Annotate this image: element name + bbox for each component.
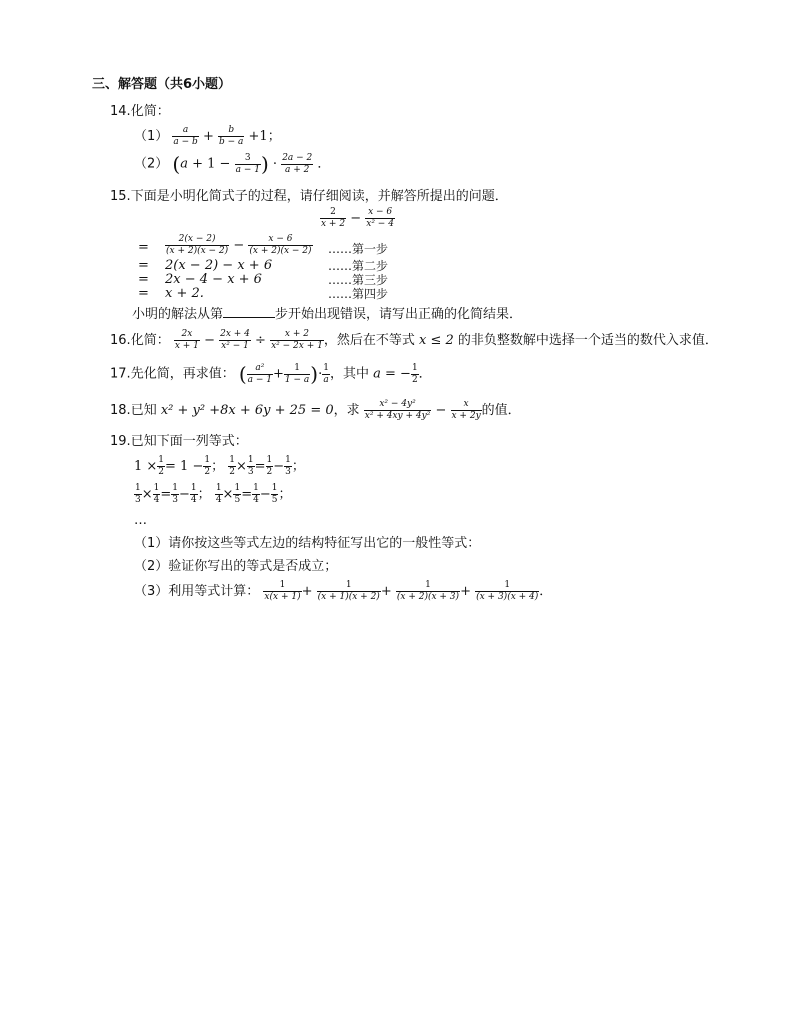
question-15-text: 下面是小明化简式子的过程，请仔细阅读，并解答所提出的问题． bbox=[130, 189, 508, 204]
fraction-2x-plus-4-over-x2-minus-1: $\frac{2x + 4}{\text{x² − 1}}$ bbox=[220, 329, 250, 351]
section-title: 三、解答题（共6小题） bbox=[92, 77, 232, 92]
fraction-1-3: $\frac{1}{3}$ bbox=[172, 483, 179, 505]
question-15-line-2: 2(x − 2) − x + 6 bbox=[165, 258, 273, 273]
part-1-label: （1） bbox=[134, 129, 169, 144]
step-label-3: ……第三步 bbox=[328, 273, 389, 287]
question-15-line-3: 2x − 4 − x + 6 bbox=[165, 272, 262, 287]
question-15-conclusion bbox=[132, 305, 522, 324]
question-17-condition: a = − bbox=[373, 366, 411, 382]
fraction-1-3: $\frac{1}{3}$ bbox=[285, 455, 291, 477]
fraction-x-minus-6-over-x2-minus-4: $\frac{x - 6}{\text{x² − 4}}$ bbox=[366, 207, 394, 229]
equals-sign: = bbox=[138, 286, 149, 301]
step-label-2: ……第二步 bbox=[328, 259, 389, 273]
question-17-number: 17. bbox=[110, 366, 131, 382]
question-18: 18.已知 x² + y² +8x + 6y + 25 = 0，求 $\frac{\text{x² − 4y²}}{\text{x² + 4xy + 4y²}}$ − $\frac{x}{x + 2y}$ 的值． bbox=[110, 399, 521, 421]
equals-sign: = bbox=[138, 258, 149, 273]
fraction-1-5: $\frac{1}{5}$ bbox=[271, 483, 278, 505]
fraction-1-4: $\frac{1}{4}$ bbox=[190, 483, 197, 505]
question-19-part-1: （1）请你按这些等式左边的结构特征写出它的一般性等式： bbox=[134, 536, 481, 551]
question-17: 17.先化简，再求值： ( $\frac{\text{a²}}{a - 1}$ + $\frac{1}{1 - a}$ )· $\frac{1}{a}$ ，其中 a = − $\frac{1}{2}$ ． bbox=[110, 362, 432, 386]
fraction-1-over-x1-x2: $\frac{1}{(x + 1)(x + 2)}$ bbox=[317, 580, 380, 602]
step-label-4: ……第四步 bbox=[328, 287, 389, 301]
question-19-equations-row-1: 1 × $\frac{1}{2}$ = 1 − $\frac{1}{2}$ ； $\frac{1}{2}$ × $\frac{1}{3}$ = $\frac{1}{2}$ − $\frac{1}{3}$ ； bbox=[134, 455, 305, 477]
answer-blank[interactable] bbox=[223, 305, 275, 318]
part-2-label: （2） bbox=[134, 156, 169, 172]
equals-sign: = bbox=[138, 240, 149, 255]
fraction-1-4: $\frac{1}{4}$ bbox=[215, 483, 222, 505]
fraction-b-over-b-minus-a: $\frac{b}{b - a}$ bbox=[219, 125, 244, 147]
question-16-suffix-a: ，然后在不等式 bbox=[323, 333, 415, 348]
equals-sign: = bbox=[138, 272, 149, 287]
fraction-1-2: $\frac{1}{2}$ bbox=[266, 455, 273, 477]
question-14-title bbox=[110, 103, 170, 121]
question-19-title bbox=[110, 433, 248, 451]
question-16-inequality: x ≤ 2 bbox=[419, 333, 454, 348]
question-19-part-2: （2）验证你写出的等式是否成立； bbox=[134, 559, 338, 574]
fraction-1-2: $\frac{1}{2}$ bbox=[204, 455, 211, 477]
fraction-1-over-x3-x4: $\frac{1}{(x + 3)(x + 4)}$ bbox=[476, 580, 539, 602]
fraction-1-5: $\frac{1}{5}$ bbox=[234, 483, 241, 505]
question-14-text: 化简： bbox=[130, 104, 170, 119]
conclusion-text-b: 步开始出现错误，请写出正确的化简结果． bbox=[275, 307, 523, 322]
question-15-line-1: $\frac{2(x - 2)}{(x + 2)(x - 2)}$ − $\frac{x - 6}{(x + 2)(x - 2)}$ bbox=[166, 234, 312, 256]
fraction-1-over-1-minus-a: $\frac{1}{1 - a}$ bbox=[284, 362, 310, 385]
question-17-suffix: ，其中 bbox=[329, 366, 369, 382]
fraction-x2-minus-4y2-over-x2-plus-4xy-plus-4y2: $\frac{\text{x² − 4y²}}{\text{x² + 4xy + 4y²}}$ bbox=[364, 399, 431, 421]
question-18-prefix: 已知 bbox=[130, 403, 157, 418]
question-17-prefix: 先化简，再求值： bbox=[130, 366, 235, 382]
question-15-number: 15. bbox=[110, 189, 131, 204]
fraction-x-plus-2-over-x2-minus-2x-plus-1: $\frac{x + 2}{\text{x² − 2x + 1}}$ bbox=[271, 329, 323, 351]
question-18-number: 18. bbox=[110, 403, 131, 418]
question-18-equation: x² + y² +8x + 6y + 25 = 0 bbox=[160, 403, 334, 418]
question-19-part-3-label: （3）利用等式计算： bbox=[134, 584, 260, 599]
fraction-line1-a: $\frac{2(x - 2)}{(x + 2)(x - 2)}$ bbox=[166, 234, 229, 256]
question-15-line-4: x + 2. bbox=[165, 286, 204, 301]
fraction-1-2: $\frac{1}{2}$ bbox=[229, 455, 235, 477]
fraction-2-over-x-plus-2: $\frac{2}{x + 2}$ bbox=[321, 207, 346, 229]
question-16-suffix-b: 的非负整数解中选择一个适当的数代入求值． bbox=[457, 333, 718, 348]
question-18-suffix: 的值． bbox=[481, 403, 521, 418]
question-15-expression: $\frac{2}{x + 2}$ − $\frac{x - 6}{\text{x² − 4}}$ bbox=[321, 207, 394, 229]
ellipsis: … bbox=[134, 513, 147, 528]
question-19-equations-row-2: $\frac{1}{3}$ × $\frac{1}{4}$ = $\frac{1}{3}$ − $\frac{1}{4}$ ； $\frac{1}{4}$ × $\frac{1}{5}$ = $\frac{1}{4}$ − $\frac{1}{5}$ ； bbox=[135, 483, 292, 505]
fraction-1-3: $\frac{1}{3}$ bbox=[135, 483, 141, 505]
fraction-1-4: $\frac{1}{4}$ bbox=[253, 483, 259, 505]
question-15-title bbox=[110, 188, 508, 206]
fraction-1-4: $\frac{1}{4}$ bbox=[153, 483, 160, 505]
question-19-text: 已知下面一列等式： bbox=[130, 434, 248, 449]
question-16-prefix: 化简： bbox=[130, 333, 170, 348]
fraction-line1-b: $\frac{x - 6}{(x + 2)(x - 2)}$ bbox=[249, 234, 312, 256]
question-16-number: 16. bbox=[110, 333, 131, 348]
fraction-2a-minus-2-over-a-plus-2: $\frac{2a - 2}{a + 2}$ bbox=[282, 152, 313, 175]
question-14-part-1: （1） $\frac{a}{a - b}$ + $\frac{b}{b - a}$ +1； bbox=[134, 125, 281, 147]
conclusion-text-a: 小明的解法从第 bbox=[132, 307, 224, 322]
fraction-a-over-a-minus-b: $\frac{a}{a - b}$ bbox=[173, 125, 198, 147]
fraction-1-over-2: $\frac{1}{2}$ bbox=[411, 362, 418, 385]
fraction-1-over-x2-x3: $\frac{1}{(x + 2)(x + 3)}$ bbox=[396, 580, 460, 602]
step-label-1: ……第一步 bbox=[328, 242, 389, 256]
question-18-mid: ，求 bbox=[333, 403, 360, 418]
fraction-a2-over-a-minus-1: $\frac{\text{a²}}{a - 1}$ bbox=[247, 362, 273, 385]
fraction-1-3: $\frac{1}{3}$ bbox=[247, 455, 254, 477]
fraction-x-over-x-plus-2y: $\frac{x}{x + 2y}$ bbox=[451, 399, 481, 421]
question-14-number: 14. bbox=[110, 104, 131, 119]
fraction-1-over-x-x-plus-1: $\frac{1}{x(x + 1)}$ bbox=[264, 580, 301, 602]
question-14-part-2: （2） (a + 1 − $\frac{3}{a - 1}$ ) · $\frac{2a - 2}{a + 2}$ ． bbox=[134, 152, 331, 176]
fraction-1-over-a: $\frac{1}{a}$ bbox=[323, 362, 329, 385]
fraction-3-over-a-minus-1: $\frac{3}{a - 1}$ bbox=[235, 152, 260, 175]
fraction-2x-over-x-plus-1: $\frac{2x}{x + 1}$ bbox=[174, 329, 199, 351]
question-16: 16.化简： $\frac{2x}{x + 1}$ − $\frac{2x + 4}{\text{x² − 1}}$ ÷ $\frac{x + 2}{\text{x² − 2x + 1}}$ ，然后在不等式 x ≤ 2 的非负整数解中选择一个适当的数代入求值． bbox=[110, 329, 718, 351]
fraction-1-2: $\frac{1}{2}$ bbox=[158, 455, 165, 477]
question-19-number: 19. bbox=[110, 434, 131, 449]
question-19-part-3: （3）利用等式计算： $\frac{1}{x(x + 1)}$ + $\frac{1}{(x + 1)(x + 2)}$ + $\frac{1}{(x + 2)(x + 3)}$ + $\frac{1}{(x + 3)(x + 4)}$ ． bbox=[134, 580, 553, 602]
